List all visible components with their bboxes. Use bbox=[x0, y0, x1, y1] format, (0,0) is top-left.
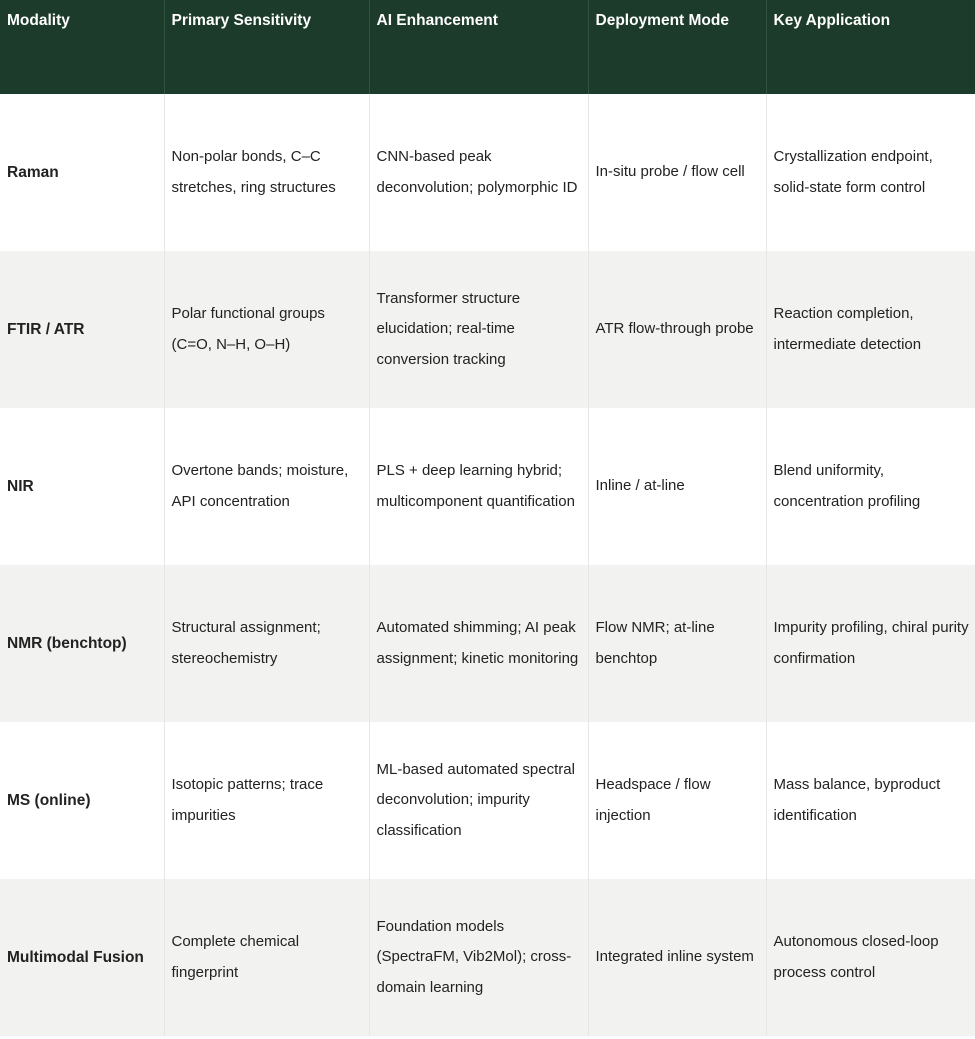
cell-ai-enhancement: Transformer structure elucidation; real-time conversion tracking bbox=[369, 251, 588, 408]
table-header bbox=[0, 0, 975, 94]
table-row bbox=[0, 94, 975, 251]
cell-application: Autonomous closed-loop process control bbox=[766, 879, 975, 1036]
cell-sensitivity: Overtone bands; moisture, API concentration bbox=[164, 408, 369, 565]
cell-deployment: Headspace / flow injection bbox=[588, 722, 766, 879]
header-row bbox=[0, 0, 975, 94]
cell-application: Crystallization endpoint, solid-state form control bbox=[766, 94, 975, 251]
cell-modality: Raman bbox=[0, 94, 164, 251]
cell-ai-enhancement: PLS + deep learning hybrid; multicomponent quantification bbox=[369, 408, 588, 565]
cell-modality: NIR bbox=[0, 408, 164, 565]
table-row bbox=[0, 251, 975, 408]
cell-sensitivity: Polar functional groups (C=O, N–H, O–H) bbox=[164, 251, 369, 408]
table-row bbox=[0, 565, 975, 722]
cell-modality: MS (online) bbox=[0, 722, 164, 879]
cell-deployment: Flow NMR; at-line benchtop bbox=[588, 565, 766, 722]
header-ai-enhancement: AI Enhancement bbox=[369, 0, 588, 94]
cell-modality: FTIR / ATR bbox=[0, 251, 164, 408]
cell-deployment: Integrated inline system bbox=[588, 879, 766, 1036]
cell-sensitivity: Structural assignment; stereochemistry bbox=[164, 565, 369, 722]
cell-deployment: ATR flow-through probe bbox=[588, 251, 766, 408]
table-body bbox=[0, 94, 975, 1036]
cell-application: Blend uniformity, concentration profiling bbox=[766, 408, 975, 565]
table-row bbox=[0, 408, 975, 565]
header-deployment-mode: Deployment Mode bbox=[588, 0, 766, 94]
table-row bbox=[0, 722, 975, 879]
table-row bbox=[0, 879, 975, 1036]
cell-application: Reaction completion, intermediate detection bbox=[766, 251, 975, 408]
cell-application: Mass balance, byproduct identification bbox=[766, 722, 975, 879]
header-key-application: Key Application bbox=[766, 0, 975, 94]
header-modality: Modality bbox=[0, 0, 164, 94]
cell-deployment: In-situ probe / flow cell bbox=[588, 94, 766, 251]
cell-ai-enhancement: Automated shimming; AI peak assignment; kinetic monitoring bbox=[369, 565, 588, 722]
cell-application: Impurity profiling, chiral purity confirmation bbox=[766, 565, 975, 722]
cell-sensitivity: Complete chemical fingerprint bbox=[164, 879, 369, 1036]
cell-modality: NMR (benchtop) bbox=[0, 565, 164, 722]
cell-ai-enhancement: ML-based automated spectral deconvolution; impurity classification bbox=[369, 722, 588, 879]
cell-ai-enhancement: CNN-based peak deconvolution; polymorphic ID bbox=[369, 94, 588, 251]
cell-sensitivity: Isotopic patterns; trace impurities bbox=[164, 722, 369, 879]
cell-sensitivity: Non-polar bonds, C–C stretches, ring structures bbox=[164, 94, 369, 251]
header-primary-sensitivity: Primary Sensitivity bbox=[164, 0, 369, 94]
cell-modality: Multimodal Fusion bbox=[0, 879, 164, 1036]
cell-ai-enhancement: Foundation models (SpectraFM, Vib2Mol); cross-domain learning bbox=[369, 879, 588, 1036]
cell-deployment: Inline / at-line bbox=[588, 408, 766, 565]
